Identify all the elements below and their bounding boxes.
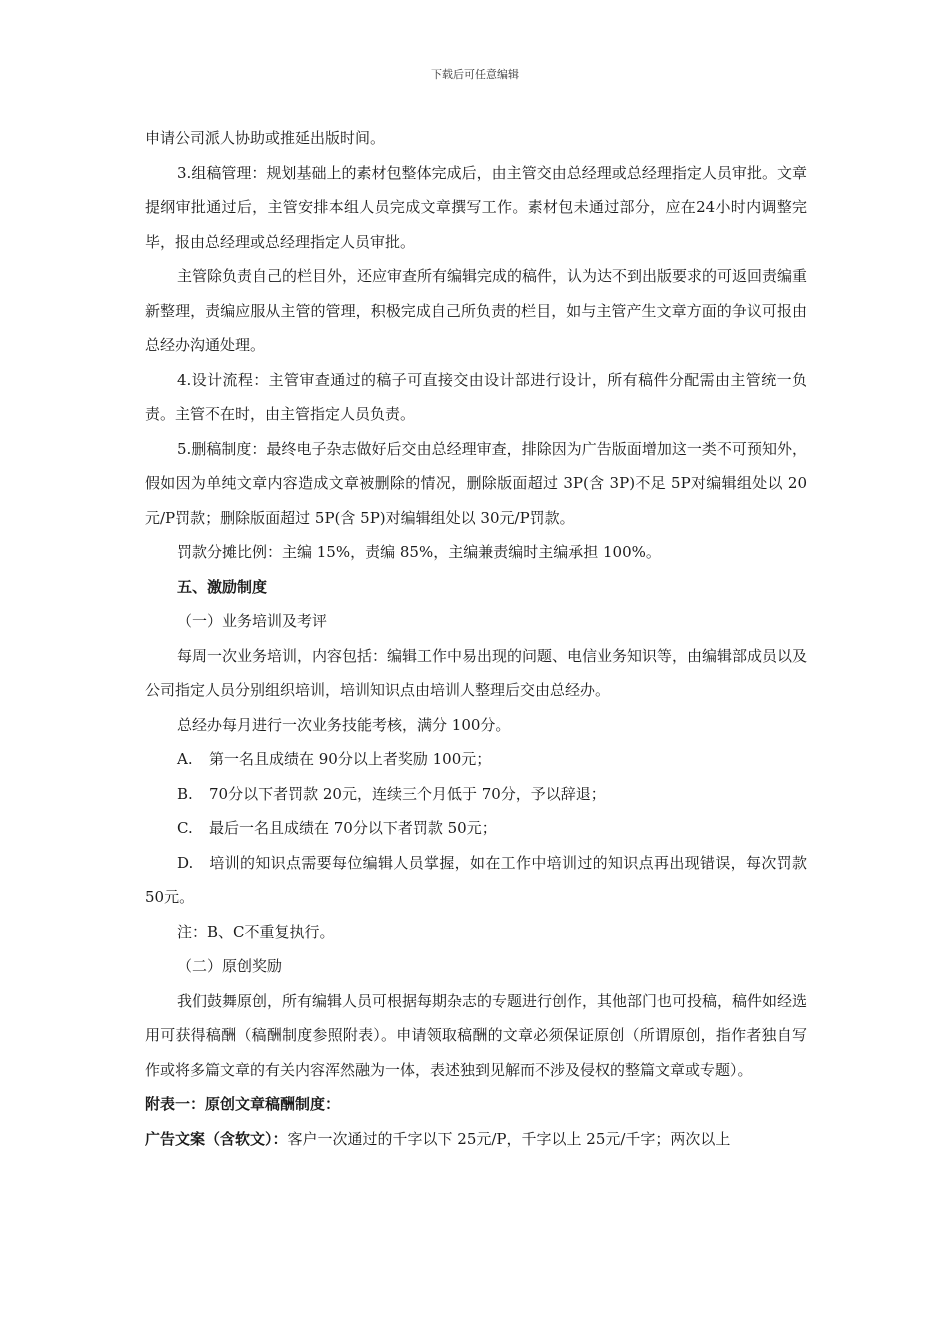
list-item-text: 最后一名且成绩在 70分以下者罚款 50元； xyxy=(209,819,497,837)
list-item-text: 培训的知识点需要每位编辑人员掌握，如在工作中培训过的知识点再出现错误，每次罚款 50元。 xyxy=(145,853,807,906)
paragraph-design-process: 4.设计流程：主管审查通过的稿子可直接交由设计部进行设计，所有稿件分配需由主管统一负责。主管不在时，由主管指定人员负责。 xyxy=(145,370,807,423)
section-title-incentives: 五、激励制度 xyxy=(177,577,268,596)
list-marker: A. xyxy=(177,750,193,768)
list-item-text: 第一名且成绩在 90分以上者奖励 100元； xyxy=(209,750,492,768)
paragraph-weekly-training: 每周一次业务培训，内容包括：编辑工作中易出现的问题、电信业务知识等，由编辑部成员以及公司指定人员分别组织培训，培训知识点由培训人整理后交由总经办。 xyxy=(145,646,808,699)
paragraph-supervisor-duties: 主管除负责自己的栏目外，还应审查所有编辑完成的稿件，认为达不到出版要求的可返回责编重新整理，责编应服从主管的管理，积极完成自己所负责的栏目，如与主管产生文章方面的争议可报由总经办沟通处理。 xyxy=(145,267,808,354)
paragraph: 申请公司派人协助或推延出版时间。 xyxy=(145,129,386,147)
list-item xyxy=(145,742,807,777)
paragraph-original-reward: 我们鼓舞原创，所有编辑人员可根据每期杂志的专题进行创作，其他部门也可投稿，稿件如经选用可获得稿酬（稿酬制度参照附表）。申请领取稿酬的文章必须保证原创（所谓原创，指作者独自写作或将多篇文章的有关内容浑然融为一体，表述独到见解而不涉及侵权的整篇文章或专题）。 xyxy=(145,991,808,1079)
list-item xyxy=(145,846,807,915)
list-item xyxy=(145,811,807,846)
paragraph-ad-copy xyxy=(145,1122,807,1157)
paragraph-monthly-exam: 总经办每月进行一次业务技能考核，满分 100分。 xyxy=(177,715,511,734)
subsection-title-original-reward: （二）原创奖励 xyxy=(177,957,283,975)
paragraph-deletion-policy: 5.删稿制度：最终电子杂志做好后交由总经理审查，排除因为广告版面增加这一类不可预知外，假如因为单纯文章内容造成文章被删除的情况，删除版面超过 3P(含 3P)不足 5P对编辑组处以 20元/P罚款；删除版面超过 5P(含 5P)对编辑组处以 30元/P罚款。 xyxy=(145,439,807,527)
list-item-text: 70分以下者罚款 20元，连续三个月低于 70分，予以辞退； xyxy=(209,784,606,803)
list-marker: C. xyxy=(177,819,193,837)
list-marker: B. xyxy=(177,784,193,803)
paragraph-fine-ratio: 罚款分摊比例：主编 15%，责编 85%，主编兼责编时主编承担 100%。 xyxy=(177,543,661,561)
list-marker: D. xyxy=(177,853,194,872)
ad-copy-text: 客户一次通过的千字以下 25元/P，千字以上 25元/千字；两次以上 xyxy=(287,1129,731,1148)
list-item xyxy=(145,777,807,812)
ad-copy-label: 广告文案（含软文）： xyxy=(145,1129,288,1148)
subsection-title-training: （一）业务培训及考评 xyxy=(177,612,328,630)
paragraph-manuscript-management: 3.组稿管理：规划基础上的素材包整体完成后，由主管交由总经理或总经理指定人员审批。文章提纲审批通过后，主管安排本组人员完成文章撰写工作。素材包未通过部分，应在24小时内调整完毕，报由总经理或总经理指定人员审批。 xyxy=(145,163,807,251)
document-body xyxy=(145,121,807,1156)
page-header: 下载后可任意编辑 xyxy=(431,68,519,81)
appendix-title: 附表一：原创文章稿酬制度： xyxy=(145,1095,341,1113)
note: 注：B、C不重复执行。 xyxy=(177,922,335,941)
